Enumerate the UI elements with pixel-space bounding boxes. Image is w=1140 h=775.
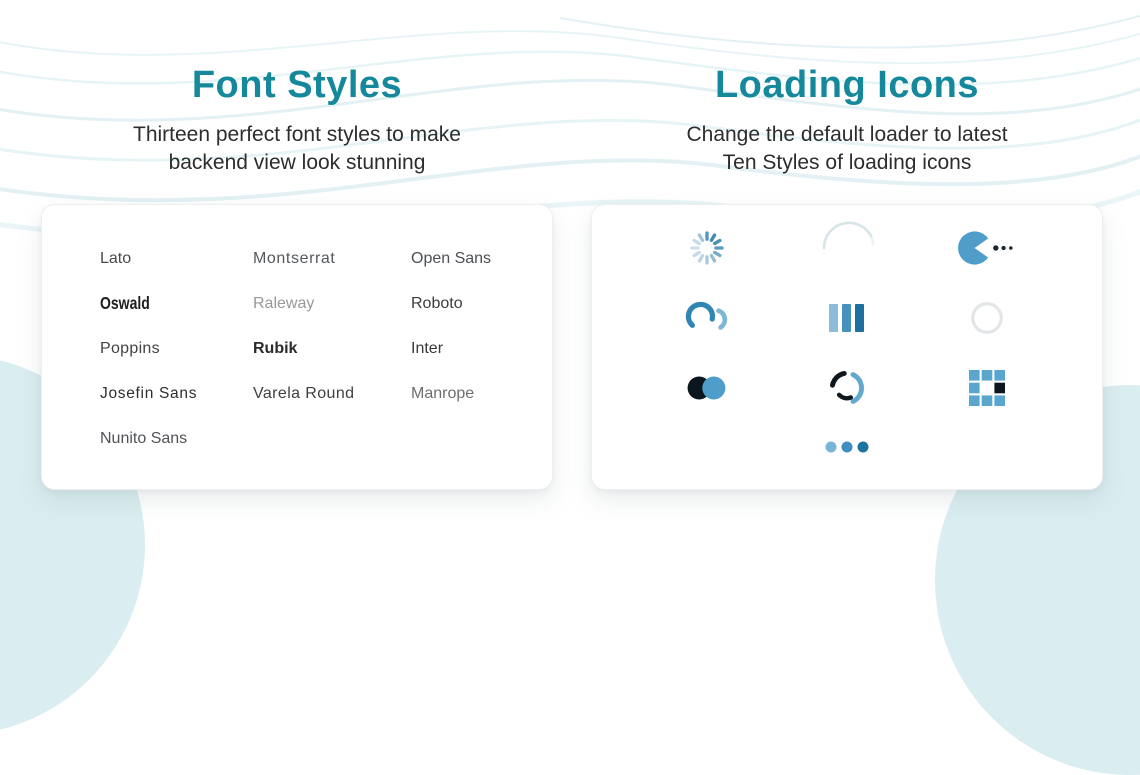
loader-cell xyxy=(917,283,1057,353)
broken-ring-spinner-icon xyxy=(825,366,869,410)
font-item-rubik: Rubik xyxy=(253,339,298,357)
bars-loader-icon xyxy=(825,300,869,336)
loader-grid xyxy=(592,205,1102,423)
dash-spinner-icon xyxy=(687,228,727,268)
font-styles-section xyxy=(12,0,582,490)
loader-cell xyxy=(637,353,777,423)
arc-spinner-icon xyxy=(817,211,877,271)
loader-cell xyxy=(777,353,917,423)
font-item-raleway: Raleway xyxy=(253,294,315,312)
dots-loader-icon xyxy=(825,441,869,453)
font-item-roboto: Roboto xyxy=(411,294,463,312)
loading-icons-card xyxy=(591,204,1103,490)
loader-cell xyxy=(917,213,1057,283)
font-styles-subtitle-line2: backend view look stunning xyxy=(168,151,426,174)
ring-loader-icon xyxy=(968,299,1006,337)
font-item-oswald: Oswald xyxy=(100,293,150,313)
loader-cell xyxy=(777,283,917,353)
dots-loader-row xyxy=(592,441,1102,453)
font-item-montserrat: Montserrat xyxy=(253,249,336,267)
font-item-poppins: Poppins xyxy=(100,339,160,357)
loader-cell xyxy=(917,353,1057,423)
font-item-inter: Inter xyxy=(411,339,444,357)
loader-cell xyxy=(637,283,777,353)
dual-ball-loader-icon xyxy=(686,374,728,402)
font-item-josefin-sans: Josefin Sans xyxy=(100,384,198,402)
grid-squares-loader-icon xyxy=(969,370,1005,406)
loader-cell xyxy=(637,213,777,283)
font-styles-subtitle-line1: Thirteen perfect font styles to make xyxy=(133,123,461,146)
font-item-lato: Lato xyxy=(100,249,132,267)
font-item-nunito-sans: Nunito Sans xyxy=(100,429,188,447)
loading-icons-subtitle xyxy=(562,121,1132,177)
font-styles-title: Font Styles xyxy=(191,64,403,106)
crescent-spinner-icon xyxy=(684,295,730,341)
loading-icons-section xyxy=(562,0,1132,490)
font-item-manrope: Manrope xyxy=(411,384,475,402)
font-styles-card xyxy=(41,204,553,490)
font-item-open-sans: Open Sans xyxy=(411,249,492,267)
loader-cell xyxy=(777,213,917,283)
font-list xyxy=(42,205,552,461)
loading-icons-title: Loading Icons xyxy=(714,64,980,106)
loading-icons-subtitle-line1: Change the default loader to latest xyxy=(686,123,1008,146)
font-styles-subtitle xyxy=(12,121,582,177)
pacman-loader-icon xyxy=(958,229,1016,267)
font-item-varela-round: Varela Round xyxy=(253,384,355,402)
loading-icons-subtitle-line2: Ten Styles of loading icons xyxy=(722,151,972,174)
